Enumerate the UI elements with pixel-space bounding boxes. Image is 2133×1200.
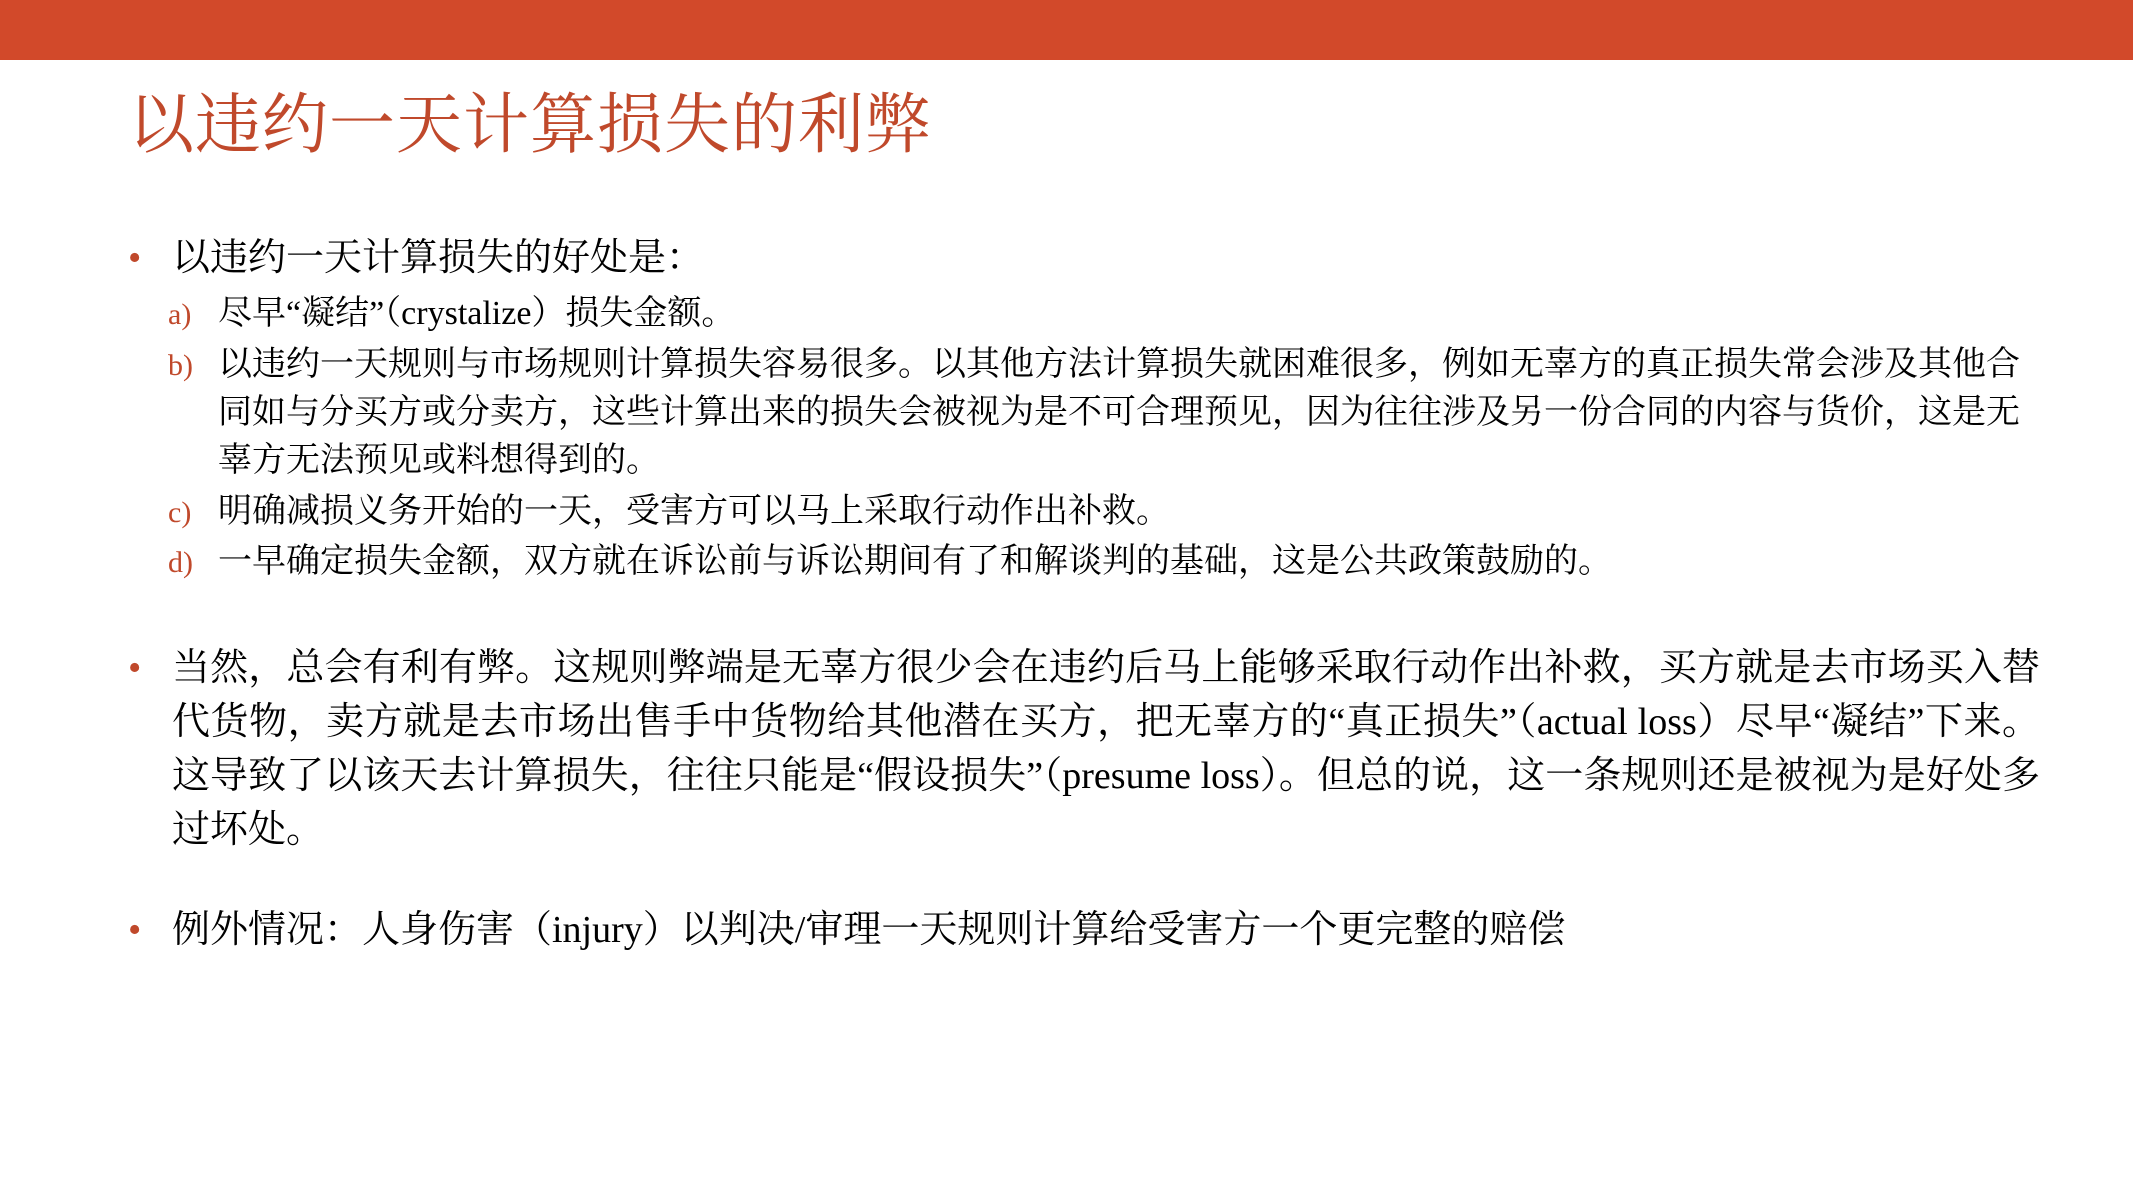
list-marker: c) [168, 495, 192, 529]
bullet-icon: • [128, 908, 142, 951]
closing-text: 例外情况：人身伤害（injury）以判决/审理一天规则计算给受害方一个更完整的赔偿 [172, 908, 1566, 951]
sub-list [110, 290, 2040, 586]
bullet-lead-text: 以违约一天计算损失的好处是： [172, 237, 705, 279]
bullet-icon: • [128, 237, 142, 279]
bullet-item-paragraph [110, 642, 2040, 858]
list-item [110, 290, 2040, 338]
list-marker: b) [168, 348, 193, 382]
page-title: 以违约一天计算损失的利弊 [128, 89, 932, 162]
paragraph-text: 当然，总会有利有弊。这规则弊端是无辜方很少会在违约后马上能够采取行动作出补救，买方就是去市场买入替代货物，卖方就是去市场出售手中货物给其他潜在买方，把无辜方的“真正损失”（actual loss）尽早“凝结”下来。这导致了以该天去计算损失，往往只能是“假设损失”（presume loss）。但总的说，这一条规则还是被视为是好处多过坏处。 [172, 647, 2040, 851]
list-item [110, 488, 2040, 536]
list-item-text: 明确减损义务开始的一天，受害方可以马上采取行动作出补救。 [218, 492, 1170, 530]
list-marker: a) [168, 298, 192, 332]
list-item [110, 341, 2040, 486]
bullet-icon: • [128, 647, 142, 690]
accent-top-bar [0, 0, 2133, 60]
list-item-text: 一早确定损失金额，双方就在诉讼前与诉讼期间有了和解谈判的基础，这是公共政策鼓励的。 [218, 542, 1612, 580]
list-marker: d) [168, 545, 193, 579]
list-item-text: 以违约一天规则与市场规则计算损失容易很多。以其他方法计算损失就困难很多，例如无辜方的真正损失常会涉及其他合同如与分买方或分卖方，这些计算出来的损失会被视为是不可合理预见，因为往往涉及另一份合同的内容与货价，这是无辜方无法预见或料想得到的。 [218, 345, 2020, 480]
bullet-item-closing [110, 904, 2040, 958]
spacer [110, 588, 2040, 642]
list-item [110, 538, 2040, 586]
spacer [110, 858, 2040, 904]
slide-body [110, 232, 2040, 958]
list-item-text: 尽早“凝结”（crystalize）损失金额。 [218, 295, 736, 333]
bullet-item-lead [110, 232, 2040, 284]
